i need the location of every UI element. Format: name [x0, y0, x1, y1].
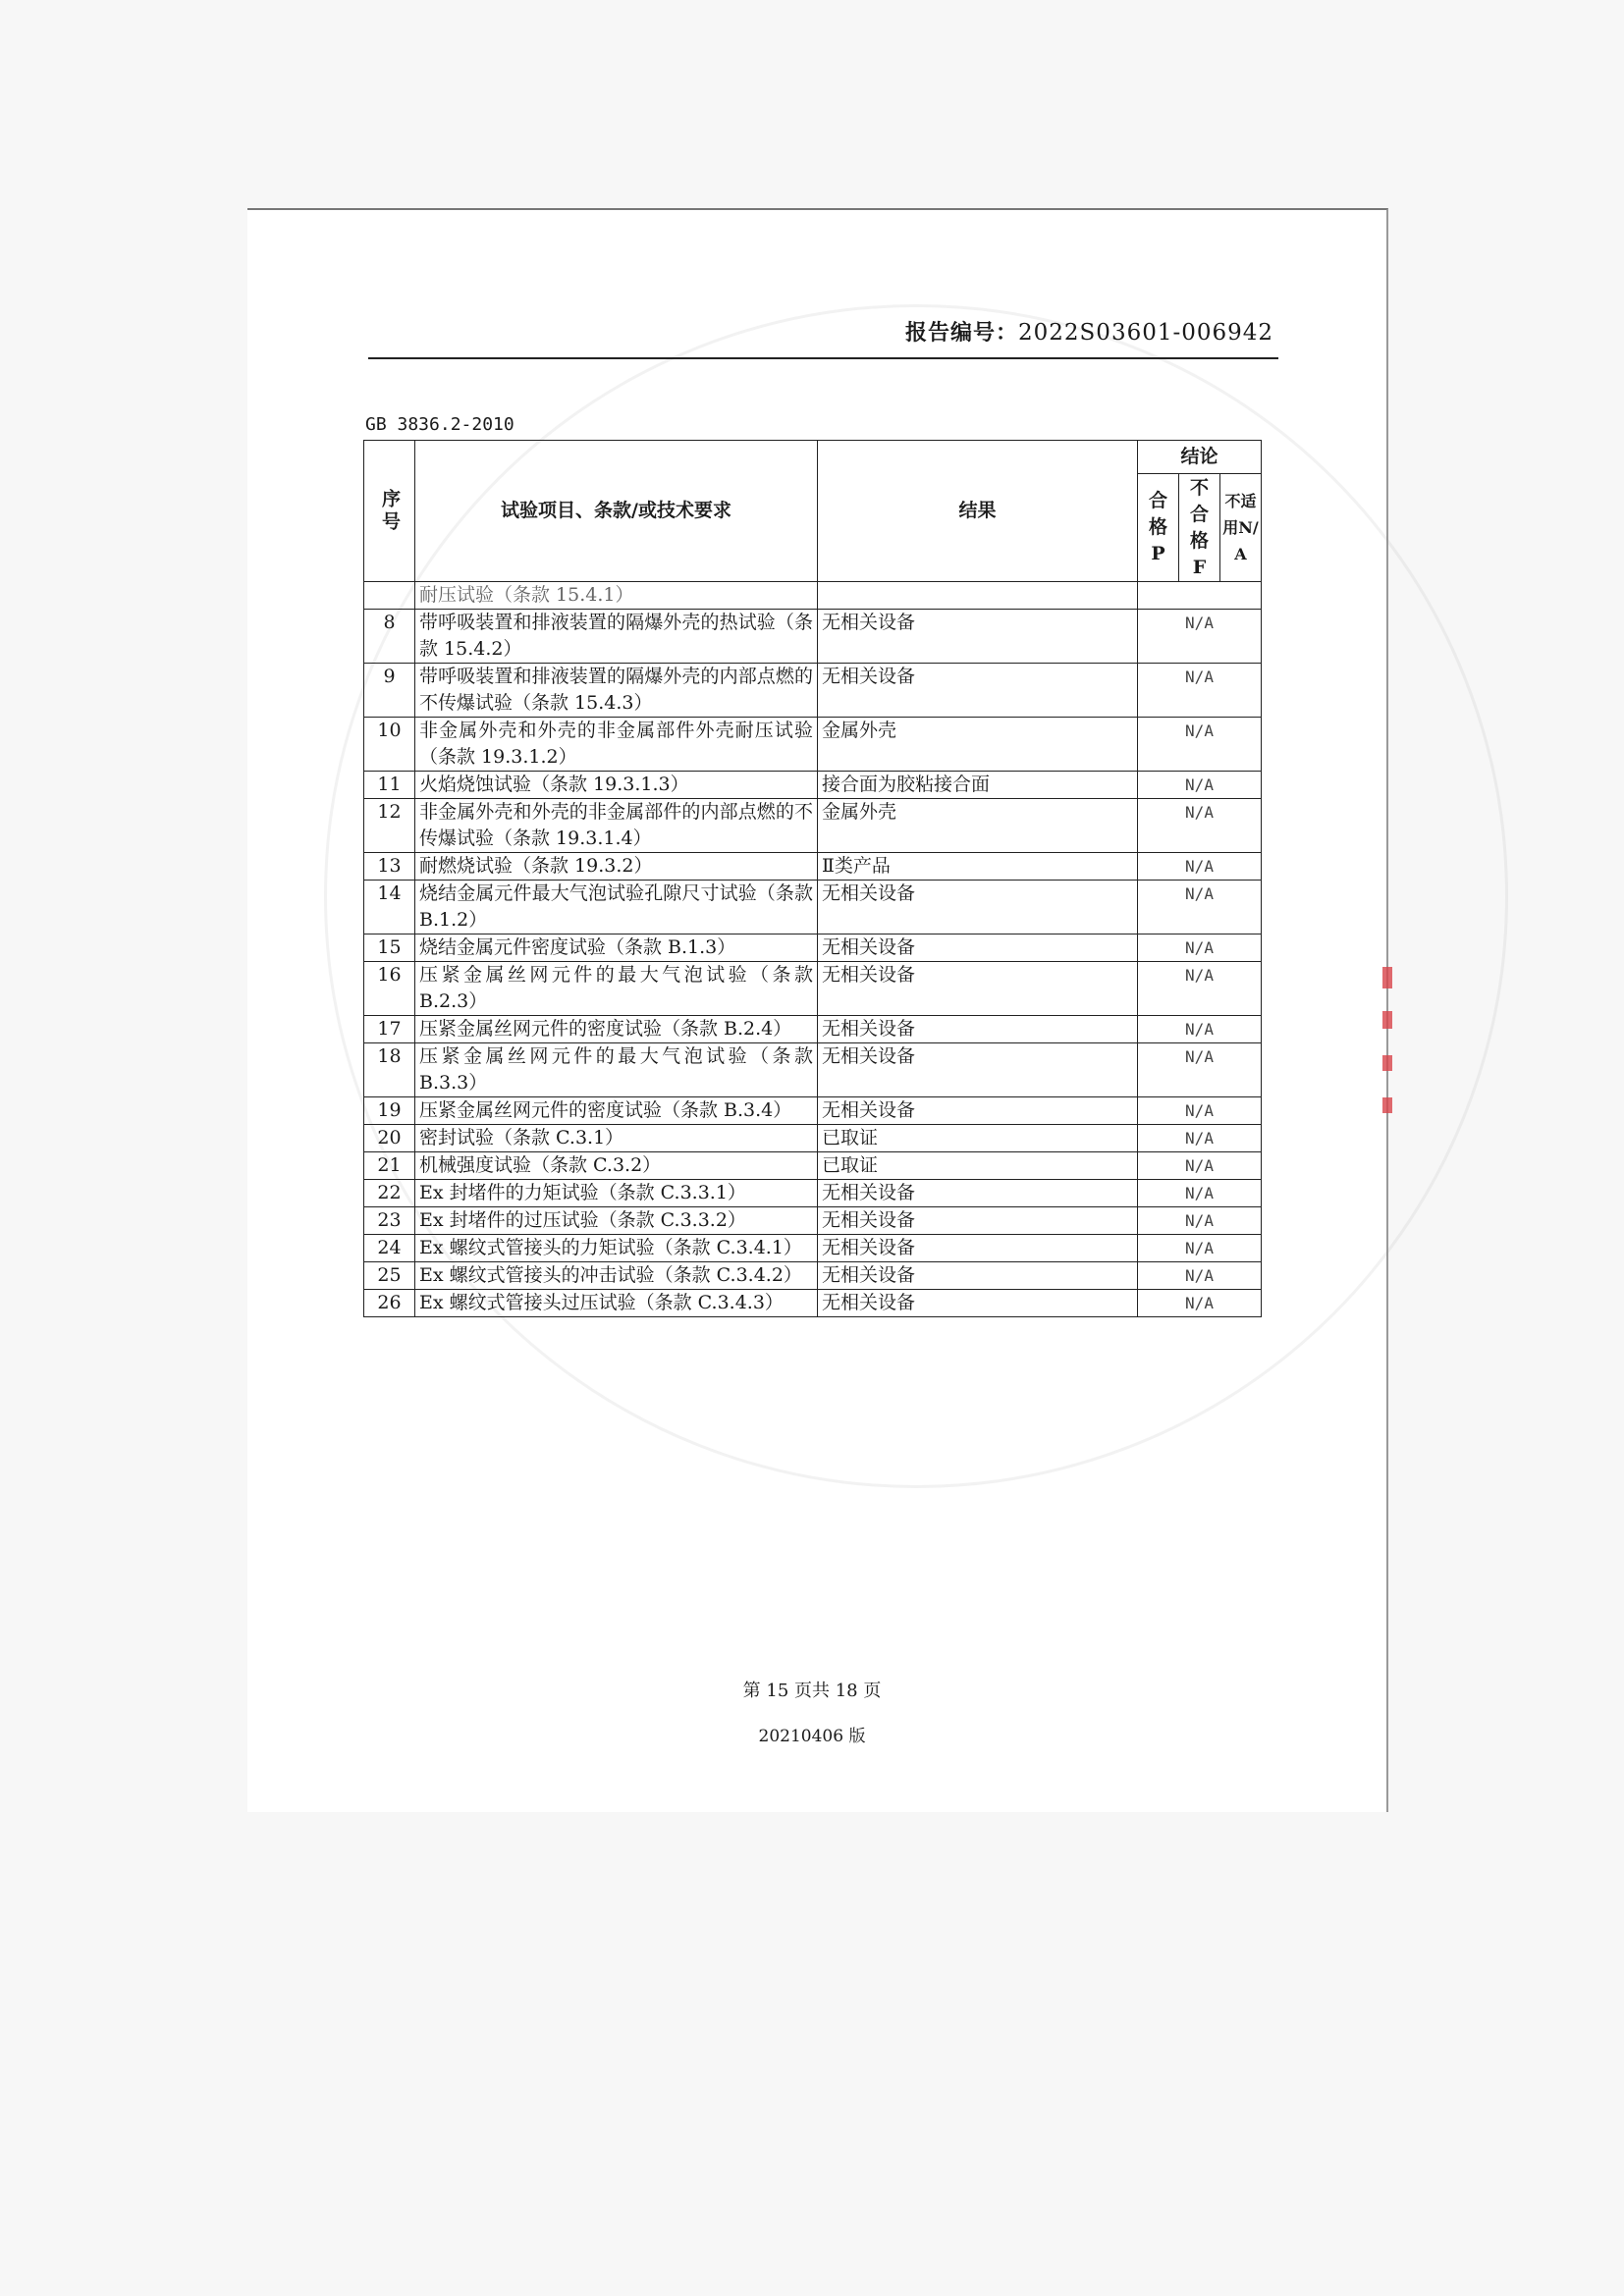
table-row — [364, 718, 1262, 772]
row-number: 11 — [364, 772, 415, 799]
report-number-value: 2022S03601-006942 — [1018, 320, 1274, 346]
table-row — [364, 1016, 1262, 1043]
red-seal-edge — [1382, 1055, 1392, 1071]
row-test-item: Ex 封堵件的力矩试验（条款 C.3.3.1） — [415, 1180, 818, 1207]
version-label: 20210406 版 — [758, 1727, 866, 1746]
header-pass: 合格P — [1138, 474, 1179, 582]
table-row — [364, 881, 1262, 934]
row-number: 16 — [364, 962, 415, 1016]
row-test-item: 带呼吸装置和排液装置的隔爆外壳的热试验（条款 15.4.2） — [415, 610, 818, 664]
table-row — [364, 853, 1262, 881]
row-number: 10 — [364, 718, 415, 772]
row-conclusion: N/A — [1138, 610, 1262, 664]
table-row — [364, 799, 1262, 853]
report-number-label: 报告编号： — [905, 320, 1019, 346]
row-test-item: Ex 螺纹式管接头的冲击试验（条款 C.3.4.2） — [415, 1262, 818, 1290]
row-result: 已取证 — [818, 1125, 1138, 1152]
row-conclusion: N/A — [1138, 962, 1262, 1016]
row-test-item: 火焰烧蚀试验（条款 19.3.1.3） — [415, 772, 818, 799]
row-number: 20 — [364, 1125, 415, 1152]
table-row — [364, 1180, 1262, 1207]
header-rule — [368, 357, 1278, 359]
row-number: 25 — [364, 1262, 415, 1290]
row-conclusion: N/A — [1138, 799, 1262, 853]
header-conclusion: 结论 — [1138, 441, 1262, 474]
continuation-text: 耐压试验（条款 15.4.1） — [415, 582, 818, 610]
table-row — [364, 1152, 1262, 1180]
row-result: 无相关设备 — [818, 610, 1138, 664]
header-fail: 不合格F — [1179, 474, 1220, 582]
row-conclusion: N/A — [1138, 1207, 1262, 1235]
row-conclusion: N/A — [1138, 1235, 1262, 1262]
table-row — [364, 1125, 1262, 1152]
row-conclusion: N/A — [1138, 881, 1262, 934]
row-result: 无相关设备 — [818, 1097, 1138, 1125]
row-result: 无相关设备 — [818, 664, 1138, 718]
row-conclusion: N/A — [1138, 1125, 1262, 1152]
table-row — [364, 664, 1262, 718]
row-conclusion: N/A — [1138, 1290, 1262, 1317]
row-result: 已取证 — [818, 1152, 1138, 1180]
row-result: 无相关设备 — [818, 1290, 1138, 1317]
row-result: 无相关设备 — [818, 962, 1138, 1016]
report-number — [905, 316, 1273, 347]
table-row — [364, 1262, 1262, 1290]
table-header-row — [364, 441, 1262, 474]
row-test-item: 耐燃烧试验（条款 19.3.2） — [415, 853, 818, 881]
row-conclusion: N/A — [1138, 718, 1262, 772]
row-result: 无相关设备 — [818, 1235, 1138, 1262]
row-test-item: 压紧金属丝网元件的密度试验（条款 B.3.4） — [415, 1097, 818, 1125]
row-conclusion: N/A — [1138, 1016, 1262, 1043]
row-result: 金属外壳 — [818, 799, 1138, 853]
row-number: 8 — [364, 610, 415, 664]
row-number: 14 — [364, 881, 415, 934]
row-test-item: 压紧金属丝网元件的密度试验（条款 B.2.4） — [415, 1016, 818, 1043]
continuation-row — [364, 582, 1262, 610]
row-conclusion: N/A — [1138, 934, 1262, 962]
header-no: 序号 — [364, 441, 415, 582]
table-row — [364, 1043, 1262, 1097]
red-seal-edge — [1382, 967, 1392, 988]
table-row — [364, 772, 1262, 799]
row-result: 接合面为胶粘接合面 — [818, 772, 1138, 799]
table-row — [364, 934, 1262, 962]
row-conclusion: N/A — [1138, 853, 1262, 881]
row-conclusion: N/A — [1138, 664, 1262, 718]
table-row — [364, 1097, 1262, 1125]
row-conclusion: N/A — [1138, 1152, 1262, 1180]
row-result: 无相关设备 — [818, 1262, 1138, 1290]
row-number: 9 — [364, 664, 415, 718]
row-number: 13 — [364, 853, 415, 881]
row-number: 23 — [364, 1207, 415, 1235]
table-row — [364, 1290, 1262, 1317]
row-test-item: Ex 封堵件的过压试验（条款 C.3.3.2） — [415, 1207, 818, 1235]
row-conclusion: N/A — [1138, 1043, 1262, 1097]
row-test-item: 压紧金属丝网元件的最大气泡试验（条款 B.2.3） — [415, 962, 818, 1016]
row-result: 无相关设备 — [818, 1180, 1138, 1207]
row-number: 15 — [364, 934, 415, 962]
row-test-item: 压紧金属丝网元件的最大气泡试验（条款 B.3.3） — [415, 1043, 818, 1097]
row-number: 18 — [364, 1043, 415, 1097]
row-conclusion: N/A — [1138, 1262, 1262, 1290]
red-seal-edge — [1382, 1097, 1392, 1113]
red-seal-edge — [1382, 1011, 1392, 1029]
row-number: 17 — [364, 1016, 415, 1043]
row-test-item: 非金属外壳和外壳的非金属部件的内部点燃的不传爆试验（条款 19.3.1.4） — [415, 799, 818, 853]
row-test-item: 烧结金属元件最大气泡试验孔隙尺寸试验（条款 B.1.2） — [415, 881, 818, 934]
test-results-table — [363, 440, 1262, 1317]
table-row — [364, 610, 1262, 664]
standard-code: GB 3836.2-2010 — [365, 414, 514, 435]
header-na: 不适用N/A — [1220, 474, 1262, 582]
row-number: 26 — [364, 1290, 415, 1317]
row-result: 金属外壳 — [818, 718, 1138, 772]
row-test-item: 烧结金属元件密度试验（条款 B.1.3） — [415, 934, 818, 962]
row-conclusion: N/A — [1138, 1097, 1262, 1125]
row-number: 21 — [364, 1152, 415, 1180]
row-number: 19 — [364, 1097, 415, 1125]
row-test-item: 非金属外壳和外壳的非金属部件外壳耐压试验（条款 19.3.1.2） — [415, 718, 818, 772]
header-item: 试验项目、条款/或技术要求 — [415, 441, 818, 582]
row-test-item: 机械强度试验（条款 C.3.2） — [415, 1152, 818, 1180]
row-number: 12 — [364, 799, 415, 853]
row-result: 无相关设备 — [818, 934, 1138, 962]
row-result: 无相关设备 — [818, 881, 1138, 934]
row-number: 22 — [364, 1180, 415, 1207]
header-result: 结果 — [818, 441, 1138, 582]
row-test-item: 带呼吸装置和排液装置的隔爆外壳的内部点燃的不传爆试验（条款 15.4.3） — [415, 664, 818, 718]
table-row — [364, 1207, 1262, 1235]
page-number: 第 15 页共 18 页 — [742, 1681, 882, 1701]
row-test-item: 密封试验（条款 C.3.1） — [415, 1125, 818, 1152]
row-result: Ⅱ类产品 — [818, 853, 1138, 881]
row-result: 无相关设备 — [818, 1043, 1138, 1097]
row-test-item: Ex 螺纹式管接头的力矩试验（条款 C.3.4.1） — [415, 1235, 818, 1262]
row-test-item: Ex 螺纹式管接头过压试验（条款 C.3.4.3） — [415, 1290, 818, 1317]
row-result: 无相关设备 — [818, 1016, 1138, 1043]
table-row — [364, 1235, 1262, 1262]
row-conclusion: N/A — [1138, 1180, 1262, 1207]
row-result: 无相关设备 — [818, 1207, 1138, 1235]
table-row — [364, 962, 1262, 1016]
row-number: 24 — [364, 1235, 415, 1262]
row-conclusion: N/A — [1138, 772, 1262, 799]
